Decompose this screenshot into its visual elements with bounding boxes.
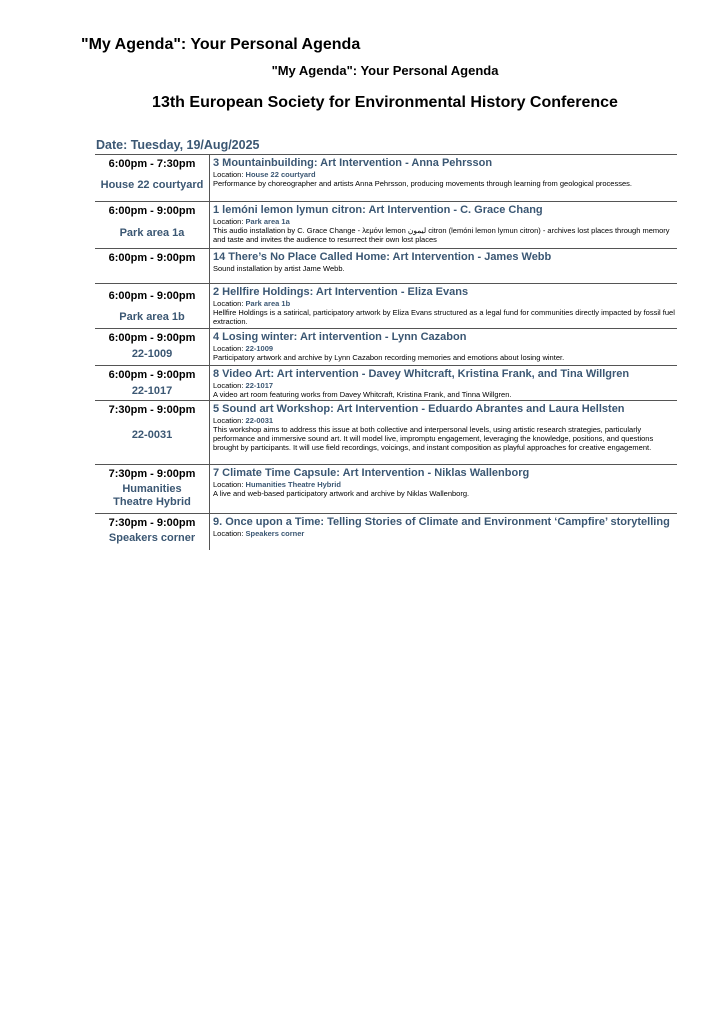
event-description: This audio installation by C. Grace Change - λεμόνι lemon ليمون citron (lemóni lemon lymun citron) - archives lost places through memory and taste and invites the audience to resurrect their own lost places xyxy=(213,226,670,244)
event-place: House 22 courtyard xyxy=(100,179,204,191)
event-place: 22-1009 xyxy=(131,348,173,360)
event-time: 6:00pm - 9:00pm xyxy=(108,252,196,264)
event-details xyxy=(210,329,677,365)
page-subtitle: "My Agenda": Your Personal Agenda xyxy=(271,63,499,78)
time-place-cell xyxy=(95,284,210,328)
event-description: Performance by choreographer and artists Anna Pehrsson, producing movements through learning from geological processes. xyxy=(213,179,632,188)
event-title[interactable]: 8 Video Art: Art intervention - Davey Whitcraft, Kristina Frank, and Tina Willgren xyxy=(213,368,630,380)
event-details xyxy=(210,465,677,513)
event-time: 6:00pm - 9:00pm xyxy=(108,205,196,217)
time-place-cell xyxy=(95,329,210,365)
event-title[interactable]: 3 Mountainbuilding: Art Intervention - Anna Pehrsson xyxy=(213,157,493,169)
event-time: 6:00pm - 9:00pm xyxy=(108,290,196,302)
event-title[interactable]: 1 lemóni lemon lymun citron: Art Intervention - C. Grace Chang xyxy=(213,204,543,216)
event-place: Park area 1b xyxy=(119,311,185,323)
time-place-cell xyxy=(95,465,210,513)
event-title[interactable]: 14 There’s No Place Called Home: Art Intervention - James Webb xyxy=(213,251,552,263)
event-details xyxy=(210,284,677,328)
event-time: 6:00pm - 7:30pm xyxy=(108,158,196,170)
event-details xyxy=(210,155,677,201)
event-place: 22-0031 xyxy=(131,429,173,441)
agenda-row xyxy=(95,284,677,329)
event-place: Humanities Theatre Hybrid xyxy=(113,483,191,508)
agenda-row xyxy=(95,366,677,401)
event-time: 7:30pm - 9:00pm xyxy=(108,404,196,416)
event-time: 6:00pm - 9:00pm xyxy=(108,369,196,381)
event-title[interactable]: 5 Sound art Workshop: Art Intervention - Eduardo Abrantes and Laura Hellsten xyxy=(213,403,625,415)
event-place: Park area 1a xyxy=(119,227,185,239)
event-location: Location: 22-1009 xyxy=(213,344,274,353)
event-description: Sound installation by artist Jame Webb. xyxy=(213,264,345,273)
agenda-row xyxy=(95,401,677,465)
time-place-cell xyxy=(95,401,210,464)
event-title[interactable]: 7 Climate Time Capsule: Art Intervention - Niklas Wallenborg xyxy=(213,467,530,479)
event-description: Hellfire Holdings is a satirical, participatory artwork by Eliza Evans structured as a legal fund for communities directly impacted by fossil fuel extraction. xyxy=(213,308,675,326)
event-details xyxy=(210,401,677,464)
event-details xyxy=(210,514,677,550)
event-location: Location: 22-1017 xyxy=(213,381,274,390)
event-location: Location: Park area 1b xyxy=(213,299,291,308)
event-title[interactable]: 9. Once upon a Time: Telling Stories of Climate and Environment ‘Campfire’ storytelling xyxy=(213,516,670,528)
agenda-row xyxy=(95,465,677,514)
event-location: Location: Park area 1a xyxy=(213,217,290,226)
agenda-table xyxy=(95,154,677,550)
event-title[interactable]: 2 Hellfire Holdings: Art Intervention - Eliza Evans xyxy=(213,286,469,298)
time-place-cell xyxy=(95,514,210,550)
event-location: Location: Speakers corner xyxy=(213,529,305,538)
time-place-cell xyxy=(95,202,210,248)
agenda-row xyxy=(95,514,677,550)
event-place: Speakers corner xyxy=(108,532,196,544)
event-description: This workshop aims to address this issue at both collective and interpersonal levels, using artistic research strategies, particularly performance and immersive sound art. It will model live, impromptu engagement, leveraging the knowledge, positions, and questions brought by participants. It will use field recordings, voicings, and instant composition as playful approaches for creative engagement. xyxy=(213,425,654,452)
event-description: A live and web-based participatory artwork and archive by Niklas Wallenborg. xyxy=(213,489,470,498)
event-description: Participatory artwork and archive by Lynn Cazabon recording memories and emotions about losing winter. xyxy=(213,353,565,362)
event-location: Location: 22-0031 xyxy=(213,416,274,425)
time-place-cell xyxy=(95,155,210,201)
event-description: A video art room featuring works from Davey Whitcraft, Kristina Frank, and Tinna Willgren. xyxy=(213,390,512,399)
agenda-row xyxy=(95,329,677,366)
agenda-row xyxy=(95,249,677,284)
event-location: Location: Humanities Theatre Hybrid xyxy=(213,480,341,489)
agenda-row xyxy=(95,202,677,249)
page-title: "My Agenda": Your Personal Agenda xyxy=(81,36,361,53)
time-place-cell xyxy=(95,366,210,400)
event-place: 22-1017 xyxy=(131,385,173,397)
event-location: Location: House 22 courtyard xyxy=(213,170,316,179)
event-title[interactable]: 4 Losing winter: Art intervention - Lynn Cazabon xyxy=(213,331,467,343)
agenda-row xyxy=(95,155,677,202)
conference-title: 13th European Society for Environmental History Conference xyxy=(152,94,618,111)
date-heading: Date: Tuesday, 19/Aug/2025 xyxy=(96,138,260,152)
event-time: 7:30pm - 9:00pm xyxy=(108,517,196,529)
event-details xyxy=(210,202,677,248)
time-place-cell xyxy=(95,249,210,283)
event-time: 7:30pm - 9:00pm xyxy=(108,468,196,480)
event-details xyxy=(210,249,677,283)
event-details xyxy=(210,366,677,400)
event-time: 6:00pm - 9:00pm xyxy=(108,332,196,344)
